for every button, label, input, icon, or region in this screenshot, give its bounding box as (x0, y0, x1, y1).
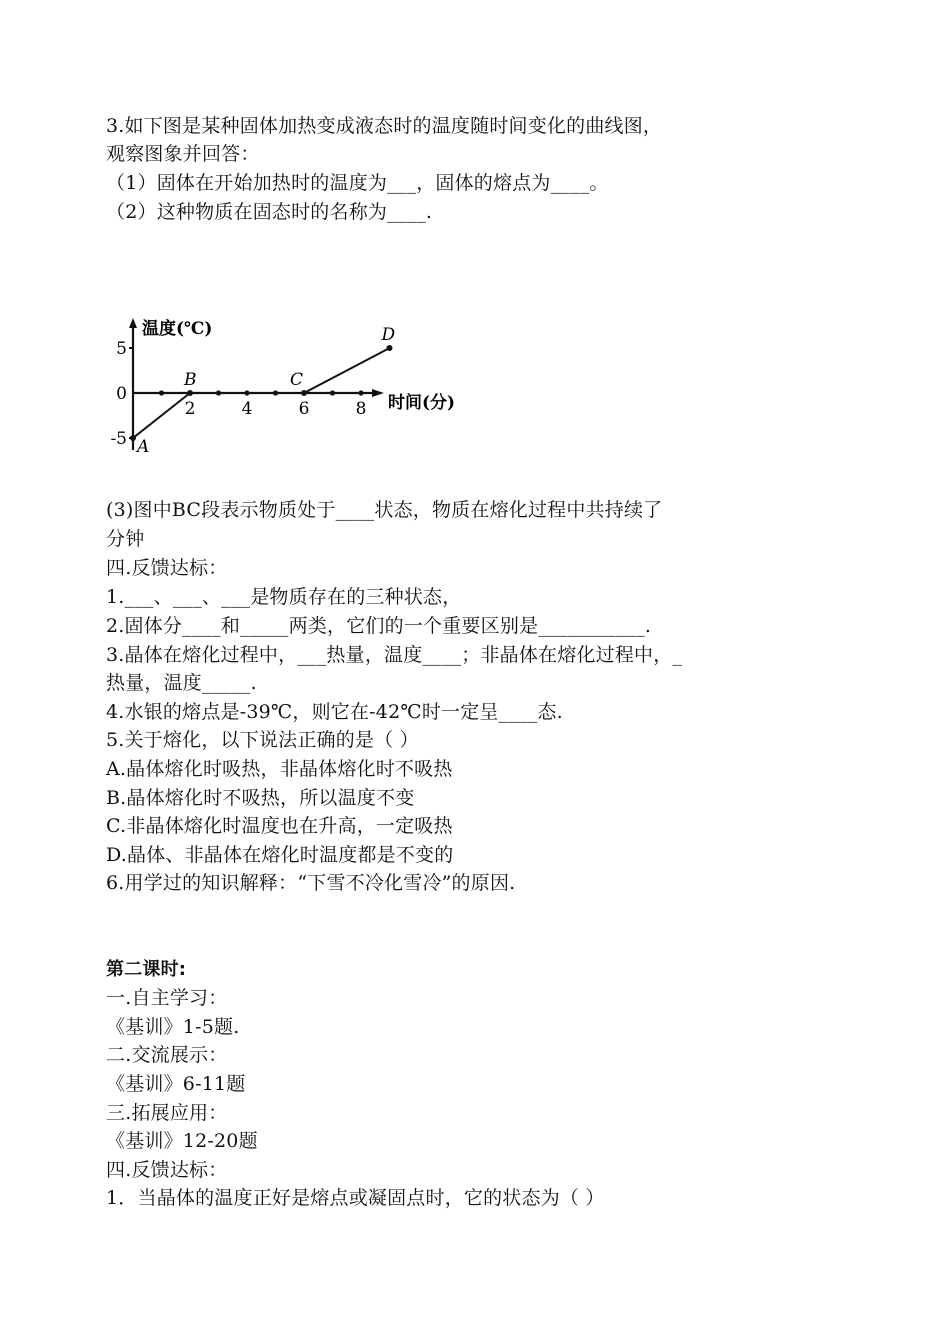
y-tick-label: 5 (116, 339, 127, 359)
lesson2-line: 《基训》1-5题. (106, 1016, 240, 1038)
feedback-option-a: A.晶体熔化时吸热，非晶体熔化时不吸热 (106, 758, 453, 780)
q3-part2: （2）这种物质在固态时的名称为____. (106, 201, 433, 223)
q3-part1: （1）固体在开始加热时的温度为___，固体的熔点为____。 (106, 172, 609, 194)
lesson2-line: 二.交流展示： (106, 1044, 228, 1066)
feedback-item: 4.水银的熔点是-39℃，则它在-42℃时一定呈____态. (106, 701, 563, 723)
lesson2-title: 第二课时: (106, 959, 187, 980)
x-axis-dot (330, 390, 335, 395)
q3-intro-line1: 3.如下图是某种固体加热变成液态时的温度随时间变化的曲线图， (106, 115, 663, 137)
lesson2-line: 四.反馈达标： (106, 1159, 228, 1181)
curve-point-b (187, 390, 193, 396)
x-tick-label: 8 (355, 399, 367, 419)
feedback-option-d: D.晶体、非晶体在熔化时温度都是不变的 (106, 844, 454, 866)
temperature-time-graph (100, 310, 500, 480)
q3-part3-line1: (3)图中BC段表示物质处于____状态，物质在熔化过程中共持续了 (106, 499, 663, 521)
lesson2-line: 三.拓展应用： (106, 1102, 228, 1124)
x-tick-label: 4 (241, 399, 253, 419)
feedback-item: 5.关于熔化，以下说法正确的是（ ） (106, 729, 419, 751)
x-axis-arrow (372, 389, 384, 397)
point-label-b: B (184, 370, 197, 390)
lesson2-line: 《基训》6-11题 (106, 1073, 246, 1095)
feedback-option-b: B.晶体熔化时不吸热，所以温度不变 (106, 787, 415, 809)
feedback-item: 3.晶体在熔化过程中，___热量，温度____；非晶体在熔化过程中，_ (106, 644, 683, 666)
x-axis-dot (159, 390, 164, 395)
graph-marks (130, 325, 396, 457)
x-tick-label: 2 (184, 399, 196, 419)
point-label-c: C (290, 370, 304, 390)
feedback-item: 1.___、___、___是物质存在的三种状态， (106, 586, 462, 608)
curve-point-c (301, 390, 307, 396)
point-label-d: D (381, 325, 396, 345)
lesson2-line: 《基训》12-20题 (106, 1130, 258, 1152)
y-axis-label: 温度(℃) (142, 319, 213, 339)
q3-part3-line2: 分钟 (106, 528, 145, 550)
curve-point-d (387, 345, 393, 351)
y-tick-label: -5 (110, 429, 127, 449)
x-axis-dot (358, 390, 363, 395)
y-axis-arrow (129, 318, 137, 328)
lesson2-line: 一.自主学习： (106, 987, 228, 1009)
lesson2-line: 1．当晶体的温度正好是熔点或凝固点时，它的状态为（ ） (106, 1187, 605, 1209)
feedback-item: 热量，温度_____. (106, 672, 257, 694)
x-axis-label: 时间(分) (388, 393, 456, 413)
feedback-heading: 四.反馈达标： (106, 557, 228, 579)
q3-intro-line2: 观察图象并回答： (106, 143, 260, 165)
x-tick-label: 6 (298, 399, 310, 419)
curve-point-a (130, 435, 136, 441)
feedback-item: 2.固体分____和_____两类，它们的一个重要区别是___________. (106, 615, 652, 637)
y-tick-label: 0 (116, 384, 127, 404)
feedback-option-c: C.非晶体熔化时温度也在升高，一定吸热 (106, 815, 453, 837)
point-label-a: A (137, 437, 150, 457)
feedback-item: 6.用学过的知识解释：“下雪不冷化雪冷”的原因. (106, 872, 516, 894)
